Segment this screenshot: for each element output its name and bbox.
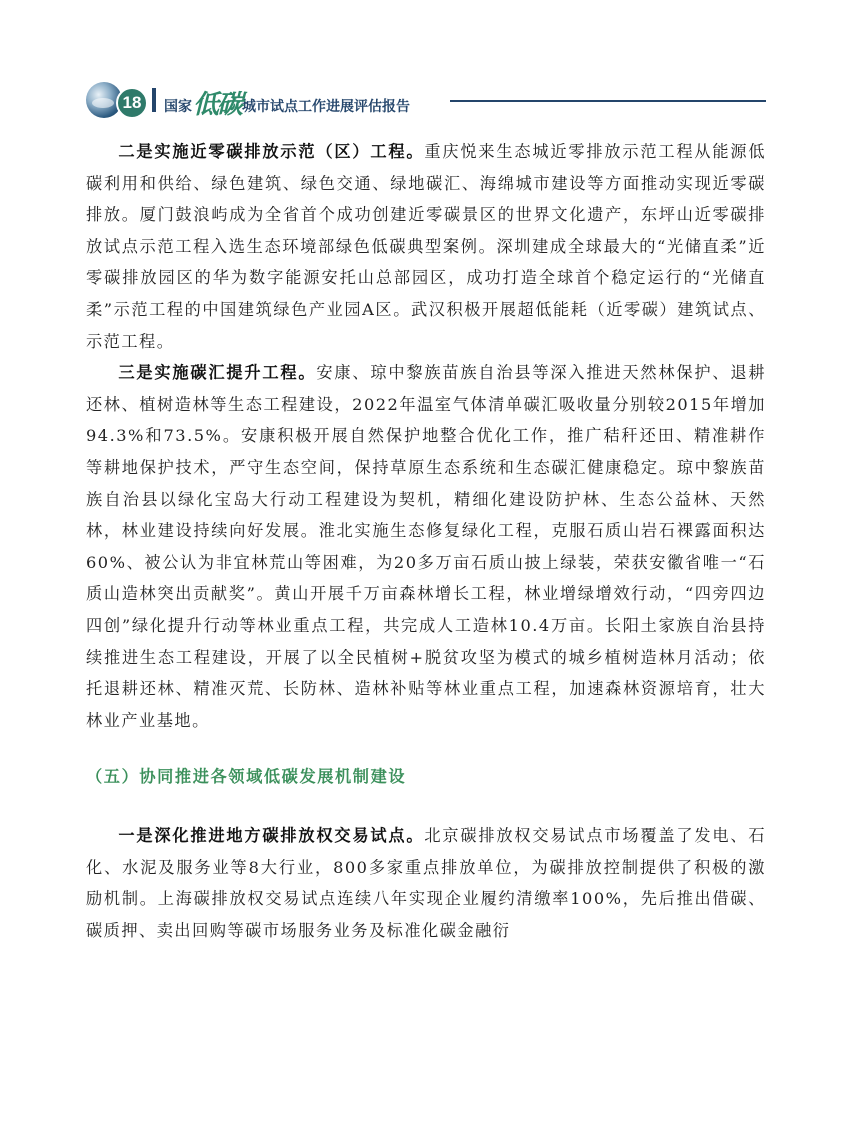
- page-header: [86, 80, 766, 120]
- report-title: [164, 87, 410, 124]
- paragraph-lead: 一是深化推进地方碳排放权交易试点。: [118, 826, 425, 846]
- page-body: [86, 136, 766, 947]
- paragraph-text: 安康、琼中黎族苗族自治县等深入推进天然林保护、退耕还林、植树造林等生态工程建设，2022年温室气体清单碳汇吸收量分别较2015年增加94.3%和73.5%。安康积极开展自然保护地整合优化工作，推广秸秆还田、精准耕作等耕地保护技术，严守生态空间，保持草原生态系统和生态碳汇健康稳定。琼中黎族苗族自治县以绿化宝岛大行动工程建设为契机，精细化建设防护林、生态公益林、天然林，林业建设持续向好发展。淮北实施生态修复绿化工程，克服石质山岩石裸露面积达60%、被公认为非宜林荒山等困难，为20多万亩石质山披上绿装，荣获安徽省唯一“石质山造林突出贡献奖”。黄山开展千万亩森林增长工程，林业增绿增效行动，“四旁四边四创”绿化提升行动等林业重点工程，共完成人工造林10.4万亩。长阳土家族自治县持续推进生态工程建设，开展了以全民植树+脱贫攻坚为模式的城乡植树造林月活动；依托退耕还林、精准灭荒、长防林、造林补贴等林业重点工程，加速森林资源培育，壮大林业产业基地。: [86, 363, 767, 730]
- paragraph-carbon-sink: [86, 357, 766, 736]
- section-heading: （五）协同推进各领域低碳发展机制建设: [86, 767, 407, 787]
- report-title-prefix: 国家: [164, 97, 192, 114]
- paragraph-lead: 三是实施碳汇提升工程。: [118, 363, 317, 383]
- paragraph-lead: 二是实施近零碳排放示范（区）工程。: [118, 142, 425, 161]
- paragraph-carbon-trading: [86, 820, 766, 946]
- page-number: 18: [116, 87, 148, 119]
- paragraph-near-zero-carbon: [86, 136, 766, 357]
- report-title-brush: 低碳: [193, 90, 242, 120]
- report-title-suffix: 城市试点工作进展评估报告: [242, 97, 411, 114]
- paragraph-text: 北京碳排放权交易试点市场覆盖了发电、石化、水泥及服务业等8大行业，800多家重点排放单位，为碳排放控制提供了积极的激励机制。上海碳排放权交易试点连续八年实现企业履约清缴率100%，先后推出借碳、碳质押、卖出回购等碳市场服务业务及标准化碳金融衍: [86, 826, 767, 941]
- header-divider-bar: [152, 88, 156, 112]
- header-rule: [450, 100, 766, 102]
- paragraph-text: 重庆悦来生态城近零排放示范工程从能源低碳利用和供给、绿色建筑、绿色交通、绿地碳汇、海绵城市建设等方面推动实现近零碳排放。厦门鼓浪屿成为全省首个成功创建近零碳景区的世界文化遗产，东坪山近零碳排放试点示范工程入选生态环境部绿色低碳典型案例。深圳建成全球最大的“光储直柔”近零碳排放园区的华为数字能源安托山总部园区，成功打造全球首个稳定运行的“光储直柔”示范工程的中国建筑绿色产业园A区。武汉积极开展超低能耗（近零碳）建筑试点、示范工程。: [86, 142, 767, 351]
